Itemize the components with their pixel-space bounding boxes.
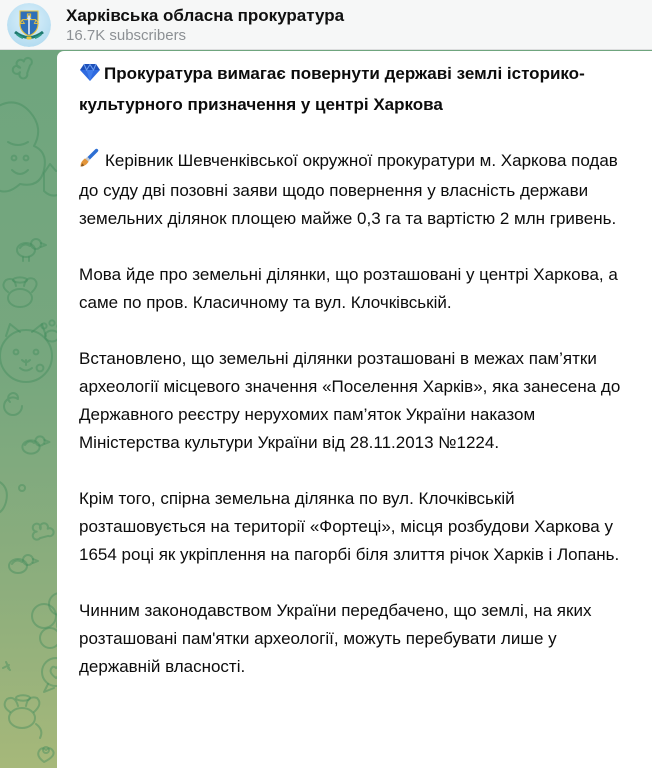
message-bubble: [57, 51, 652, 768]
message-paragraph: [79, 597, 626, 681]
message-paragraph: [79, 485, 626, 569]
message-title-text: Прокуратура вимагає повернути державі землі історико-культурного призначення у центрі Харкова: [79, 64, 585, 114]
message-paragraph: [79, 345, 626, 457]
channel-header[interactable]: [0, 0, 652, 50]
gem-emoji-icon: [79, 63, 101, 91]
paintbrush-emoji-icon: [79, 148, 99, 177]
message-title: [79, 60, 626, 119]
channel-avatar[interactable]: [7, 3, 51, 47]
message-paragraph-text: Керівник Шевченківської окружної прокуратури м. Харкова подав до суду дві позовні заяви щодо повернення у власність держави земельних ділянок площею майже 0,3 га та вартістю 2 млн гривень.: [79, 151, 618, 228]
message-paragraph: [79, 261, 626, 317]
message-paragraph-text: Встановлено, що земельні ділянки розташовані в межах пам’ятки археології місцевого значення «Поселення Харків», яка занесена до Державного реєстру нерухомих пам’яток України наказом Міністерства культури України від 28.11.2013 №1224.: [79, 349, 621, 452]
message-paragraph-text: Мова йде про земельні ділянки, що розташовані у центрі Харкова, а саме по пров. Класичному та вул. Клочківській.: [79, 265, 618, 312]
channel-name: Харківська обласна прокуратура: [66, 6, 345, 25]
message-paragraph: [79, 147, 626, 233]
message-paragraph-text: Чинним законодавством України передбачено, що землі, на яких розташовані пам'ятки археології, можуть перебувати лише у державній власності.: [79, 601, 592, 676]
subscriber-count: 16.7K subscribers: [66, 27, 187, 44]
message-paragraph-text: Крім того, спірна земельна ділянка по вул. Клочківській розташовується на території «Фортеці», місця розбудови Харкова у 1654 році як укріплення на пагорбі біля злиття річок Харків і Лопань.: [79, 489, 620, 564]
prosecutor-emblem-icon: [7, 3, 51, 47]
